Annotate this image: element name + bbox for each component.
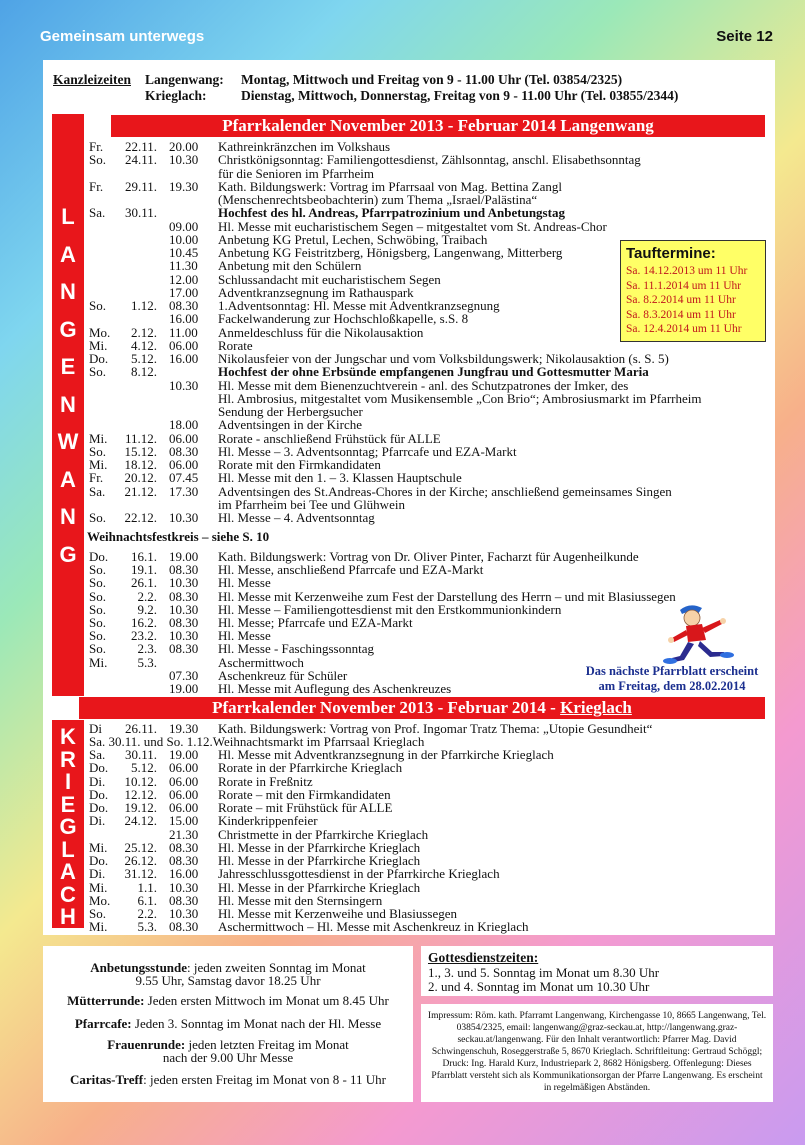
event-date: 26.11. <box>124 721 157 736</box>
event-text: Fackelwanderung zur Hochschloßkapelle, s.S. 8 <box>218 311 469 327</box>
event-text: Adventsingen des St.Andreas-Chores in der Kirche; anschließend gemeinsames Singen <box>218 483 672 499</box>
sidebar-letter: A <box>60 859 76 884</box>
event-time: 10.30 <box>169 879 199 895</box>
event-time: 10.30 <box>169 628 199 644</box>
event-date: 5.3. <box>137 654 157 670</box>
banner-krieglach-text: Pfarrkalender November 2013 - Februar 2014 - <box>212 698 561 717</box>
event-time: 15.00 <box>169 813 199 829</box>
event-date: 15.12. <box>124 443 157 459</box>
next-issue-line2: am Freitag, dem 28.02.2014 <box>598 679 746 693</box>
event-weekday: Do. <box>89 853 109 868</box>
event-weekday: Di. <box>89 813 106 829</box>
sidebar-letter: I <box>64 769 72 794</box>
tauftermine-title: Tauftermine: <box>626 245 716 262</box>
sidebar-letter: N <box>60 279 76 304</box>
event-text: Christmette in der Pfarrkirche Krieglach <box>218 826 429 842</box>
event-text: Hl. Messe – 4. Adventsonntag <box>218 510 375 525</box>
event-time: 06.00 <box>169 760 199 776</box>
event-weekday: Fr. <box>89 178 104 194</box>
event-weekday: So. <box>89 443 106 459</box>
event-date: 31.12. <box>124 866 157 882</box>
event-text: Hl. Messe mit Adventkranzsegnung in der Pfarrkirche Krieglach <box>218 747 554 762</box>
kanzlei-text-langenwang: Montag, Mittwoch und Freitag von 9 - 11.00 Uhr (Tel. 03854/2325) <box>241 72 623 87</box>
event-text: Hl. Messe in der Pfarrkirche Krieglach <box>218 853 421 868</box>
event-time: 10.30 <box>169 152 199 168</box>
event-text: Schlussandacht mit eucharistischem Segen <box>218 271 441 287</box>
event-text: Rorate - anschließend Frühstück für ALLE <box>218 430 441 446</box>
event-weekday: So. <box>89 641 106 657</box>
event-date: 30.11. <box>124 747 157 762</box>
kanzlei-text-krieglach: Dienstag, Mittwoch, Donnerstag, Freitag von 9 - 11.00 Uhr (Tel. 03855/2344) <box>241 88 679 103</box>
sidebar-langenwang <box>52 114 84 696</box>
kanzlei-loc-langenwang: Langenwang: <box>145 72 224 87</box>
event-text: Nikolausfeier von der Jungschar und vom Volksbildungswerk; Nikolausaktion (s. S. 5) <box>218 351 669 366</box>
sidebar-letter: G <box>59 316 77 342</box>
event-time: 08.30 <box>169 443 199 459</box>
sidebar-letter: E <box>60 354 76 379</box>
event-time: 08.30 <box>169 641 199 657</box>
event-text: Hl. Messe – 3. Adventsonntag; Pfarrcafe und EZA-Markt <box>218 443 517 459</box>
calendar-row-weihnachtsmarkt: Sa. 30.11. und So. 1.12.Weihnachtsmarkt im Pfarrsaal Krieglach <box>89 734 425 749</box>
tauftermin-item: Sa. 11.1.2014 um 11 Uhr <box>626 279 742 292</box>
anbetung-text: : jeden zweiten Sonntag im Monat <box>187 960 366 975</box>
event-time: 08.30 <box>169 853 199 868</box>
event-time: 19.00 <box>169 549 199 564</box>
event-time: 21.30 <box>169 826 199 842</box>
event-text: Aschermittwoch <box>218 654 304 670</box>
event-time: 18.00 <box>169 417 199 433</box>
event-weekday: So. <box>89 575 106 591</box>
event-date: 18.12. <box>124 457 157 472</box>
event-date: 22.12. <box>124 510 157 525</box>
event-weekday: Sa. <box>89 205 106 221</box>
event-weekday: So. <box>89 906 106 921</box>
event-time: 06.00 <box>169 430 199 446</box>
event-text: Hl. Messe; Pfarrcafe und EZA-Markt <box>218 615 413 630</box>
event-text: Hl. Messe mit Kerzenweihe und Blasiussegen <box>218 906 458 921</box>
event-weekday: Mi. <box>89 879 108 895</box>
event-weekday: Mi. <box>89 337 108 353</box>
impressum-text: Impressum: Röm. kath. Pfarramt Langenwang, Kirchengasse 10, 8665 Langenwang, Tel. 03854/2325, email: langenwang@graz-seckau.at, http://langenwang.graz-seckau.at/langenwang. Für den Inhalt verantwortlich: Pfarrer Mag. David Schwingenschuh, Roseggerstraße 5, 8670 Krieglach. Schriftleitung: Gertraud Schöggl; Druck: Ing. Harald Kurz, Industriepark 2, 8682 Hönigsberg. Offenlegung: Dieses Pfarrblatt versteht sich als Kommunikationsorgan der Pfarre Langenwang. Es erscheint in regelmäßigen Abständen. <box>427 1011 767 1093</box>
event-time: 10.30 <box>169 377 199 393</box>
event-text: Rorate in Freßnitz <box>218 773 313 789</box>
event-time: 08.30 <box>169 919 199 935</box>
event-text: Kath. Bildungswerk: Vortrag von Prof. Ingomar Tratz Thema: „Utopie Gesundheit“ <box>218 721 653 736</box>
sidebar-letter: A <box>60 241 76 267</box>
event-text: Hl. Messe – Familiengottesdienst mit den Erstkommunionkindern <box>218 601 562 617</box>
event-date: 9.2. <box>137 601 157 617</box>
event-text: Anbetung KG Feistritzberg, Hönigsberg, Langenwang, Mitterberg <box>218 245 563 260</box>
event-text: Hochfest des hl. Andreas, Pfarrpatrozinium und Anbetungstag <box>218 205 565 221</box>
frauenrunde-text: jeden letzten Freitag im Monat <box>185 1037 349 1052</box>
sidebar-letter: R <box>60 746 76 772</box>
event-text: Rorate <box>218 337 253 353</box>
event-text: Anbetung KG Pretul, Lechen, Schwöbing, Traibach <box>218 231 488 247</box>
event-text: Hl. Messe mit eucharistischem Segen – mitgestaltet vom St. Andreas-Chor <box>218 218 607 234</box>
anbetung-line2: 9.55 Uhr, Samstag davor 18.25 Uhr <box>135 973 321 988</box>
event-weekday: Mi. <box>89 430 108 446</box>
banner-krieglach-place: Krieglach <box>560 698 632 717</box>
event-time: 16.00 <box>169 311 199 327</box>
running-boy-illustration <box>650 600 745 670</box>
sidebar-letter: G <box>59 541 77 567</box>
banner-langenwang: Pfarrkalender November 2013 - Februar 2014 Langenwang <box>111 115 765 137</box>
event-text: Hl. Messe, anschließend Pfarrcafe und EZA-Markt <box>218 562 484 578</box>
event-text: Hl. Messe in der Pfarrkirche Krieglach <box>218 879 421 895</box>
event-time: 20.00 <box>169 139 199 154</box>
event-time: 06.00 <box>169 457 199 472</box>
sidebar-letter: N <box>60 391 76 417</box>
event-text: Kinderkrippenfeier <box>218 813 318 829</box>
event-weekday: Sa. <box>89 747 106 762</box>
weihnachtsfestkreis-note: Weihnachtsfestkreis – siehe S. 10 <box>87 529 270 544</box>
kanzlei-loc-krieglach: Krieglach: <box>145 88 207 103</box>
gottesdienstzeiten-line2: 2. und 4. Sonntag im Monat um 10.30 Uhr <box>428 979 650 994</box>
event-time: 08.30 <box>169 839 199 855</box>
event-date: 22.11. <box>124 139 157 154</box>
event-time: 06.00 <box>169 786 199 802</box>
kanzlei-label: Kanzleizeiten <box>53 72 131 87</box>
event-weekday: Di. <box>89 773 106 789</box>
event-text: Hl. Messe mit Kerzenweihe zum Fest der Darstellung des Herrn – und mit Blasiussegen <box>218 588 676 604</box>
event-date: 1.1. <box>137 879 157 895</box>
sidebar-letter: C <box>60 881 76 907</box>
event-weekday: So. <box>89 628 106 644</box>
event-date: 26.12. <box>124 853 157 868</box>
event-text: Anbetung mit den Schülern <box>218 258 362 274</box>
gottesdienstzeiten-box <box>421 946 773 996</box>
event-text: Adventsingen in der Kirche <box>218 417 363 433</box>
event-date: 29.11. <box>124 178 157 194</box>
event-text: Kath. Bildungswerk: Vortrag von Dr. Oliver Pinter, Facharzt für Augenheilkunde <box>218 549 639 564</box>
event-time: 06.00 <box>169 337 199 353</box>
event-weekday: So. <box>89 615 106 630</box>
event-text: Rorate in der Pfarrkirche Krieglach <box>218 760 403 776</box>
event-date: 2.2. <box>137 906 157 921</box>
event-weekday: Sa. <box>89 483 106 499</box>
sidebar-letter: N <box>60 504 76 529</box>
event-date: 5.3. <box>137 919 157 935</box>
event-text: für die Senioren im Pfarrheim <box>218 165 374 181</box>
impressum-box <box>421 1004 773 1102</box>
event-weekday: Fr. <box>89 139 104 154</box>
muetterrunde-label: Mütterrunde: <box>67 993 145 1008</box>
event-weekday: Do. <box>89 786 109 802</box>
tauftermin-item: Sa. 12.4.2014 um 11 Uhr <box>626 323 742 335</box>
tauftermin-item: Sa. 8.3.2014 um 11 Uhr <box>626 308 736 321</box>
sidebar-letter: G <box>59 814 77 839</box>
event-weekday: So. <box>89 601 106 617</box>
gottesdienstzeiten-line1: 1., 3. und 5. Sonntag im Monat um 8.30 Uhr <box>428 965 660 980</box>
event-time: 08.30 <box>169 892 199 908</box>
sidebar-krieglach <box>52 720 84 928</box>
event-time: 08.30 <box>169 588 199 604</box>
page-number: Seite 12 <box>716 28 773 45</box>
muetterrunde-line <box>43 994 413 1007</box>
caritas-label: Caritas-Treff <box>69 1072 144 1087</box>
event-date: 8.12. <box>131 364 157 380</box>
event-text: im Pfarrheim bei Tee und Glühwein <box>218 496 405 512</box>
event-time: 16.00 <box>169 866 199 882</box>
tauftermin-item: Sa. 8.2.2014 um 11 Uhr <box>626 294 736 306</box>
event-time: 19.30 <box>169 721 199 736</box>
event-text: Sendung der Herbergsucher <box>218 404 363 419</box>
event-date: 19.1. <box>131 562 157 578</box>
event-date: 11.12. <box>124 430 157 446</box>
banner-krieglach <box>79 697 765 719</box>
event-time: 09.00 <box>169 218 199 234</box>
muetterrunde-text: Jeden ersten Mittwoch im Monat um 8.45 Uhr <box>144 993 389 1008</box>
event-time: 16.00 <box>169 351 199 366</box>
event-date: 30.11. <box>124 205 157 221</box>
event-date: 25.12. <box>124 839 157 855</box>
event-weekday: Mi. <box>89 457 108 472</box>
event-weekday: Mo. <box>89 324 111 340</box>
event-date: 26.1. <box>131 575 157 591</box>
event-date: 2.3. <box>137 641 157 657</box>
caritas-line <box>43 1073 413 1086</box>
event-time: 10.45 <box>169 245 199 260</box>
tauftermin-item: Sa. 14.12.2013 um 11 Uhr <box>626 265 748 277</box>
frauenrunde-line2: nach der 9.00 Uhr Messe <box>162 1050 294 1065</box>
sidebar-letter: E <box>60 791 76 817</box>
sidebar-letter: W <box>57 429 79 454</box>
frauenrunde-label: Frauenrunde: <box>107 1037 186 1052</box>
event-date: 12.12. <box>124 786 157 802</box>
event-time: 19.00 <box>169 681 199 696</box>
event-date: 24.12. <box>124 813 157 829</box>
pfarrcafe-line <box>43 1017 413 1030</box>
event-time: 10.30 <box>169 575 199 591</box>
event-weekday: So. <box>89 298 106 313</box>
tauftermine-box <box>620 240 766 342</box>
event-weekday: Mo. <box>89 892 111 908</box>
main-panel <box>43 60 775 935</box>
event-text: Rorate – mit den Firmkandidaten <box>218 786 391 802</box>
event-time: 17.00 <box>169 284 199 300</box>
event-time: 10.30 <box>169 906 199 921</box>
event-weekday: Mi. <box>89 839 108 855</box>
event-time: 07.45 <box>169 470 199 486</box>
event-time: 06.00 <box>169 773 199 789</box>
event-text: Hl. Messe - Faschingssonntag <box>218 641 374 657</box>
event-date: 10.12. <box>124 773 157 789</box>
event-time: 06.00 <box>169 800 199 815</box>
event-time: 10.00 <box>169 231 199 247</box>
event-date: 2.2. <box>137 588 157 604</box>
event-time: 08.30 <box>169 562 199 578</box>
event-date: 16.1. <box>131 549 157 564</box>
event-text: Kathreinkränzchen im Volkshaus <box>218 139 391 154</box>
event-time: 17.30 <box>169 483 199 499</box>
event-weekday: Fr. <box>89 470 104 486</box>
sidebar-letter: K <box>60 724 76 749</box>
event-text: Anmeldeschluss für die Nikolausaktion <box>218 324 424 340</box>
event-text: Hl. Messe mit dem Bienenzuchtverein - anl. des Schutzpatrones der Imker, des <box>218 377 629 393</box>
event-weekday: So. <box>89 364 106 380</box>
event-text: Hl. Messe in der Pfarrkirche Krieglach <box>218 839 421 855</box>
event-text: Christkönigsonntag: Familiengottesdienst, Zählsonntag, anschl. Elisabethsonntag <box>218 152 641 168</box>
event-text: Rorate mit den Firmkandidaten <box>218 457 381 472</box>
event-weekday: Do. <box>89 549 109 564</box>
event-text: Hl. Ambrosius, mitgestaltet vom Musikensemble „Con Brio“; Ambrosiusmarkt im Pfarrheim <box>218 390 702 406</box>
event-text: Jahresschlussgottesdienst in der Pfarrkirche Krieglach <box>218 866 500 882</box>
event-time: 11.00 <box>169 324 198 340</box>
event-weekday: Mi. <box>89 654 108 670</box>
next-issue-line1: Das nächste Pfarrblatt erscheint <box>585 664 759 678</box>
event-text: Adventkranzsegnung im Rathauspark <box>218 284 414 300</box>
event-time: 07.30 <box>169 667 199 683</box>
event-weekday: Do. <box>89 351 109 366</box>
event-date: 2.12. <box>131 324 157 340</box>
gottesdienstzeiten-title: Gottesdienstzeiten: <box>428 950 539 965</box>
sidebar-letter: A <box>60 466 76 492</box>
next-issue-notice <box>572 664 772 694</box>
event-text: Hl. Messe mit den 1. – 3. Klassen Hauptschule <box>218 470 462 486</box>
event-weekday: Di. <box>89 866 106 882</box>
event-text: Hl. Messe <box>218 628 271 644</box>
caritas-text: : jeden ersten Freitag im Monat von 8 - 11 Uhr <box>143 1072 387 1087</box>
event-weekday: Do. <box>89 800 109 815</box>
event-date: 16.2. <box>131 615 157 630</box>
event-weekday: So. <box>89 152 106 168</box>
event-weekday: Do. <box>89 760 109 776</box>
event-time: 19.30 <box>169 178 199 194</box>
sidebar-letter: H <box>60 904 76 929</box>
event-date: 19.12. <box>124 800 157 815</box>
event-weekday: So. <box>89 588 106 604</box>
header-title: Gemeinsam unterwegs <box>40 28 205 45</box>
event-date: 5.12. <box>131 351 157 366</box>
sidebar-letter: L <box>61 836 75 862</box>
sidebar-letter: L <box>61 204 75 229</box>
event-time: 10.30 <box>169 601 199 617</box>
event-text: 1.Adventsonntag: Hl. Messe mit Adventkranzsegnung <box>218 298 500 313</box>
event-date: 23.2. <box>131 628 157 644</box>
event-weekday: So. <box>89 510 106 525</box>
event-date: 5.12. <box>131 760 157 776</box>
event-text: Hl. Messe mit Auflegung des Aschenkreuzes <box>218 681 452 696</box>
event-time: 19.00 <box>169 747 199 762</box>
event-text: Aschenkreuz für Schüler <box>218 667 348 683</box>
event-text: Rorate – mit Frühstück für ALLE <box>218 800 393 815</box>
event-text: (Menschenrechtsbeobachterin) zum Thema „Israel/Palästina“ <box>218 192 538 207</box>
event-date: 6.1. <box>137 892 157 908</box>
event-text: Hl. Messe mit den Sternsingern <box>218 892 383 908</box>
event-time: 08.30 <box>169 615 199 630</box>
groups-box <box>43 946 413 1102</box>
event-time: 08.30 <box>169 298 199 313</box>
anbetung-label: Anbetungsstunde <box>90 960 188 975</box>
event-text: Hochfest der ohne Erbsünde empfangenen Jungfrau und Gottesmutter Maria <box>218 364 649 380</box>
event-weekday: So. <box>89 562 106 578</box>
event-date: 20.12. <box>124 470 157 486</box>
event-time: 11.30 <box>169 258 198 274</box>
event-time: 12.00 <box>169 271 199 287</box>
event-weekday: Di <box>89 721 102 736</box>
pfarrcafe-text: Jeden 3. Sonntag im Monat nach der Hl. Messe <box>131 1016 382 1031</box>
event-weekday: Mi. <box>89 919 108 935</box>
event-date: 1.12. <box>131 298 157 313</box>
event-date: 24.11. <box>124 152 157 168</box>
pfarrcafe-label: Pfarrcafe: <box>74 1016 132 1031</box>
event-date: 4.12. <box>131 337 157 353</box>
event-text: Kath. Bildungswerk: Vortrag im Pfarrsaal von Mag. Bettina Zangl <box>218 178 562 194</box>
event-date: 21.12. <box>124 483 157 499</box>
event-text: Aschermittwoch – Hl. Messe mit Aschenkreuz in Krieglach <box>218 919 529 935</box>
event-text: Hl. Messe <box>218 575 271 591</box>
event-time: 10.30 <box>169 510 199 525</box>
